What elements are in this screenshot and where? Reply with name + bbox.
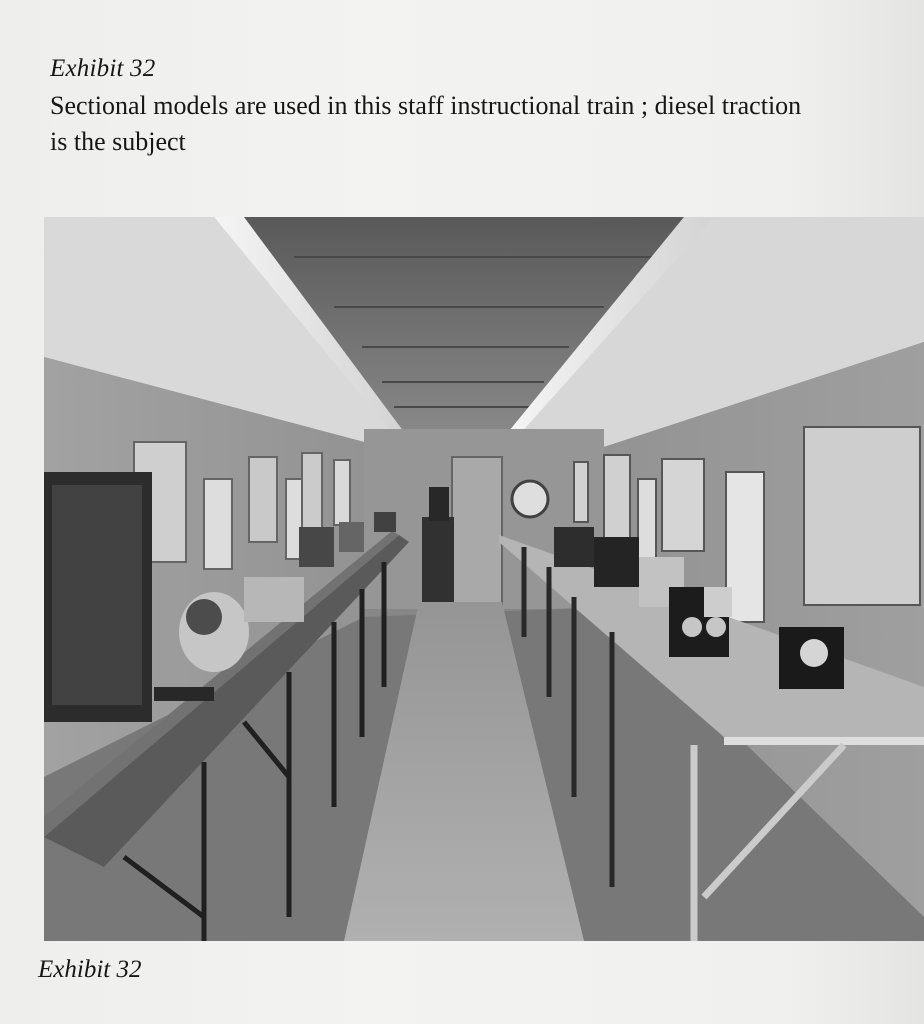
figure-caption: Sectional models are used in this staff instructional train ; diesel traction is the subject <box>50 91 802 156</box>
exhibit-photograph <box>44 217 924 941</box>
exhibit-label-bottom: Exhibit 32 <box>38 956 142 983</box>
exhibit-label-top: Exhibit 32 <box>50 55 156 82</box>
